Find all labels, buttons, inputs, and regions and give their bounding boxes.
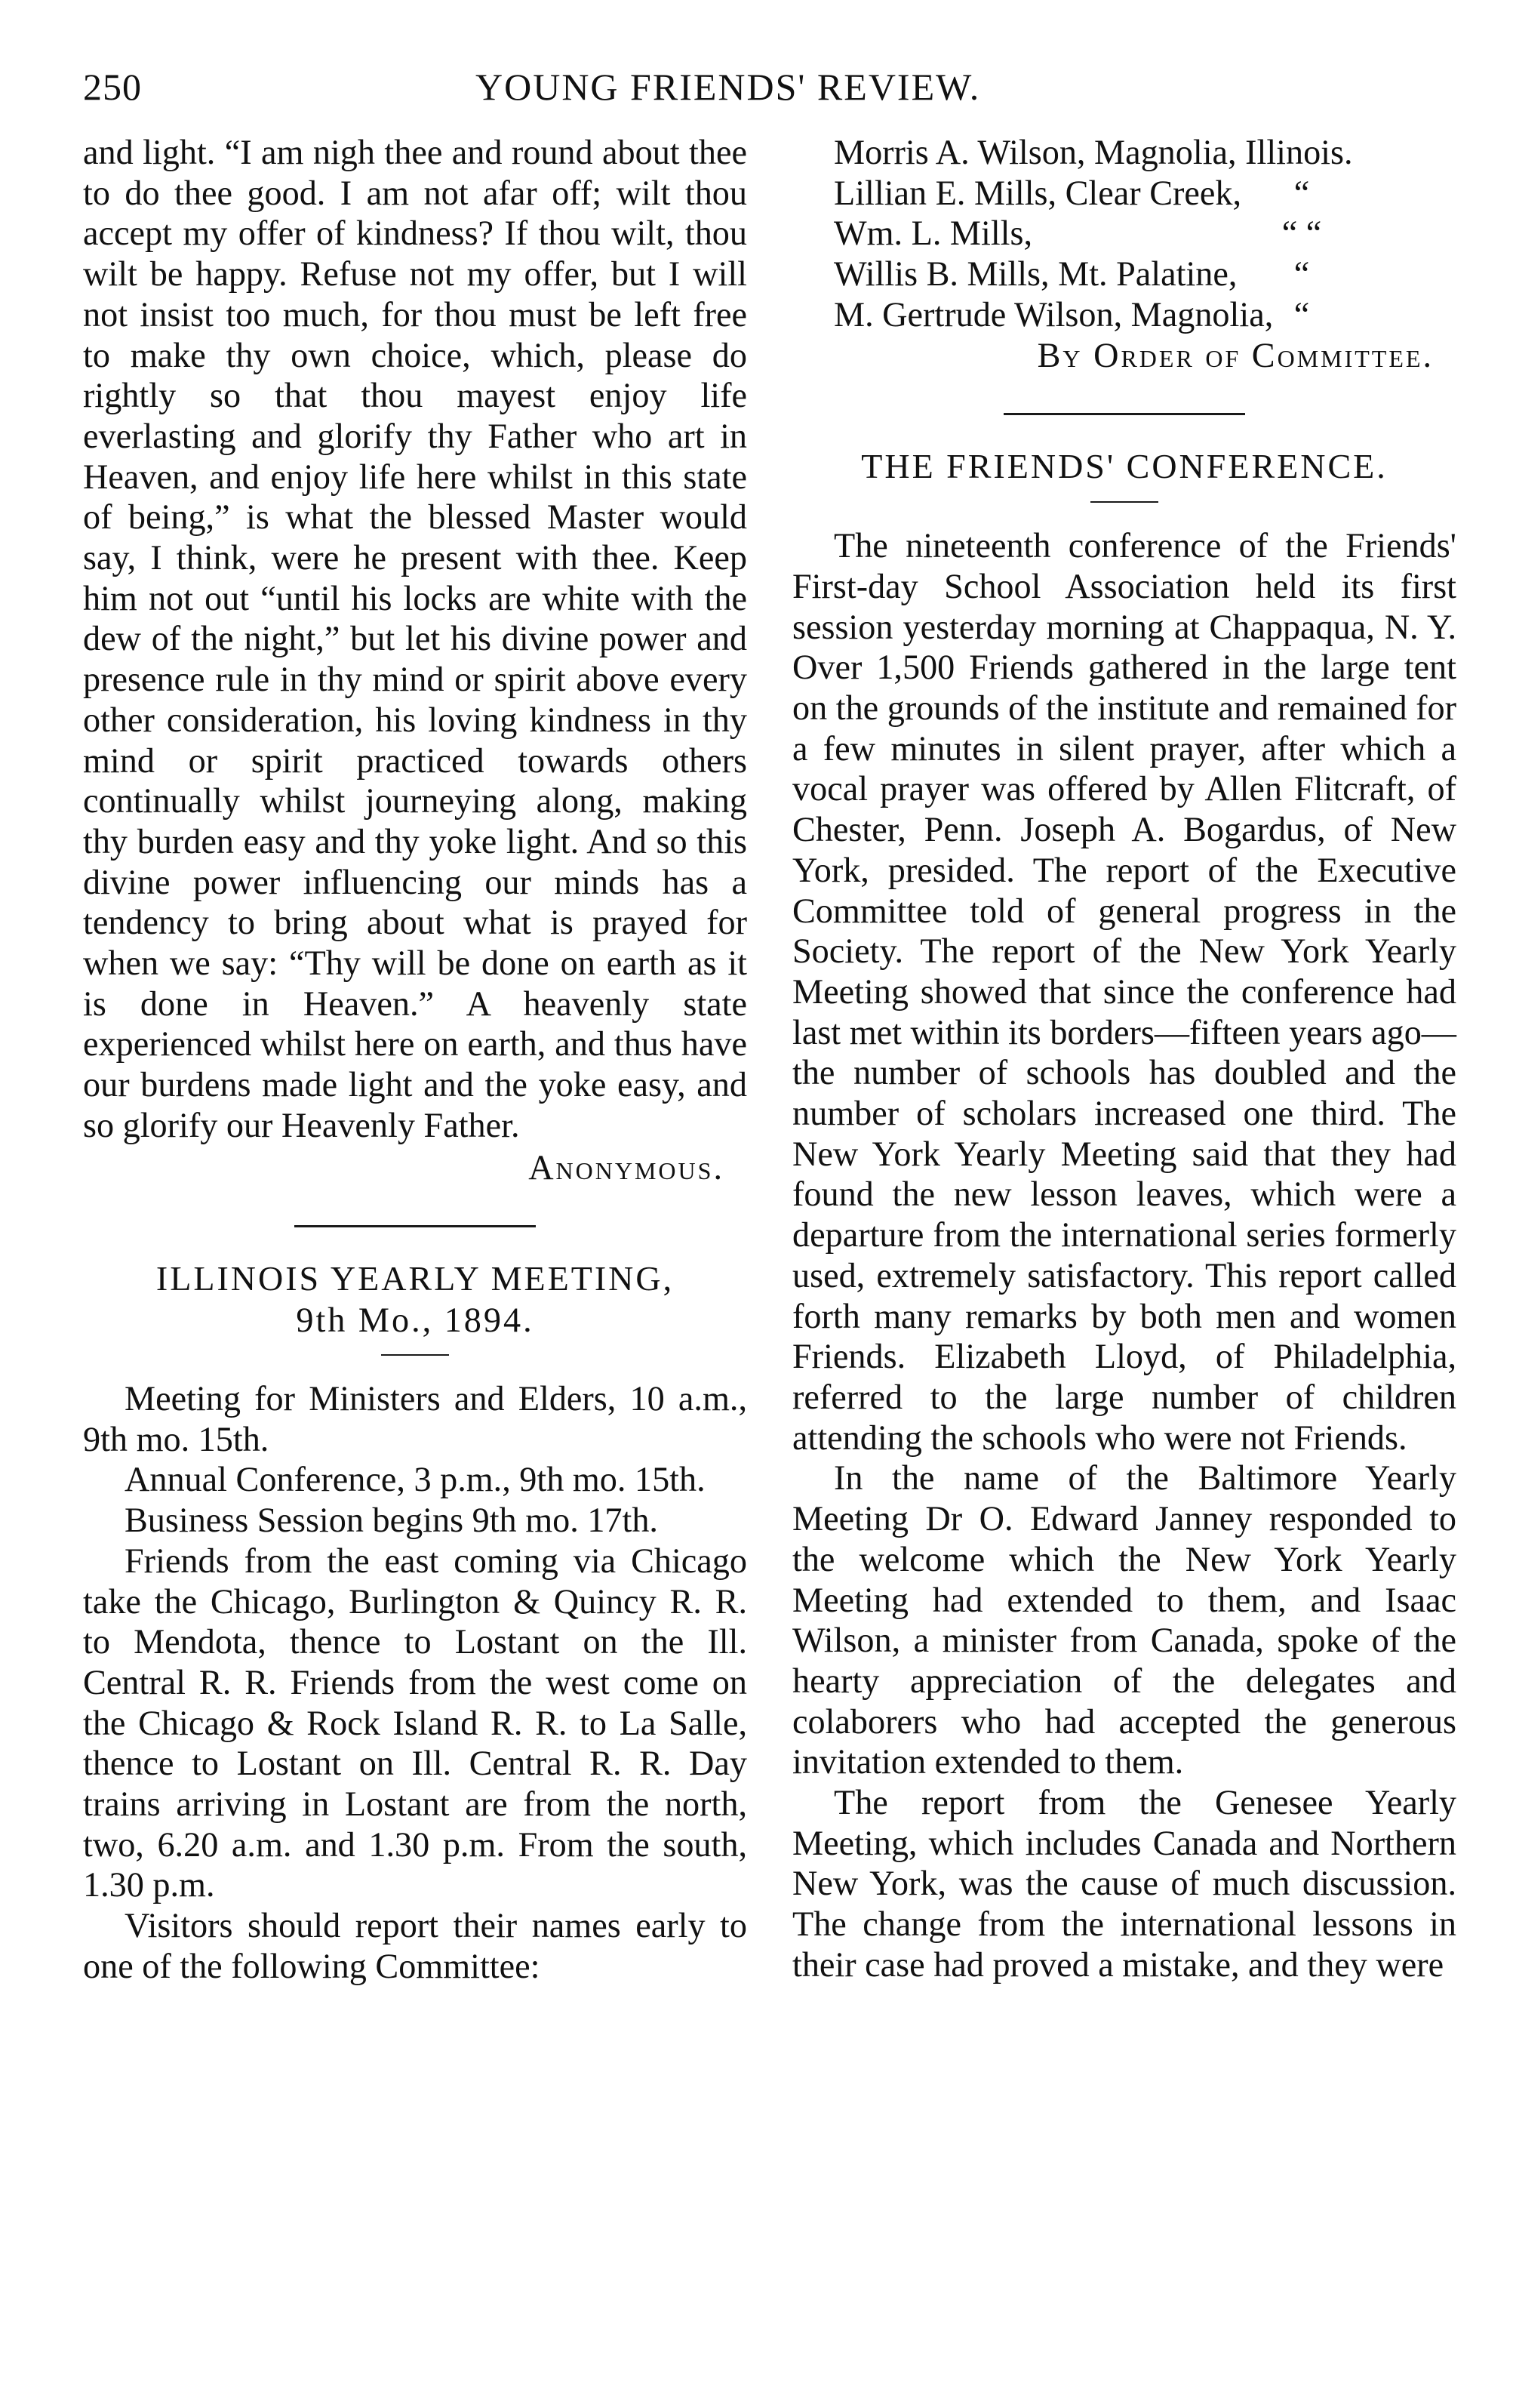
ditto-mark: “ “ — [1281, 214, 1322, 253]
committee-member — [792, 254, 1456, 294]
ditto-mark: “ — [1293, 294, 1310, 334]
left-column — [83, 132, 747, 2374]
committee-member — [792, 173, 1456, 214]
conference-paragraph: The report from the Genesee Yearly Meeting, which includes Canada and Northern New York, was the cause of much discussion. The change from the international lessons in their case had proved a mistake, and they were — [792, 1783, 1456, 1984]
committee-member-name: Wm. L. Mills, — [834, 214, 1033, 253]
page-number: 250 — [83, 66, 142, 108]
committee-member — [792, 132, 1456, 173]
ditto-mark: “ — [1293, 173, 1310, 212]
running-title: YOUNG FRIENDS' REVIEW. — [475, 66, 981, 108]
ditto-mark: “ — [1293, 254, 1310, 294]
section-heading-conference: THE FRIENDS' CONFERENCE. — [861, 447, 1388, 486]
right-column — [792, 132, 1456, 2374]
conference-paragraph: The nineteenth conference of the Friends' First-day School Association held its first session yesterday morning at Chappaqua, N. Y. Over 1,500 Friends gathered in the large tent on the grounds of the institute and remained for a few minutes in silent prayer, after which a vocal prayer was offered by Allen Flitcraft, of Chester, Penn. Joseph A. Bogardus, of New York, presided. The report of the Executive Committee told of general progress in the Society. The report of the New York Yearly Meeting showed that since the conference had last met within its borders—fifteen years ago—the number of schools has doubled and the number of scholars increased one third. The New York Yearly Meeting said that they had found the new lesson leaves, which were a departure from the international series formerly used, extremely satisfactory. This report called forth many remarks by both men and women Friends. Elizabeth Lloyd, of Philadelphia, referred to the large number of children attending the schools who were not Friends. — [792, 526, 1456, 1457]
travel-paragraph: Friends from the east coming via Chicago take the Chicago, Burlington & Quincy R. R. to Mendota, thence to Lostant on the Ill. Central R. R. Friends from the west come on the Chicago & Rock Island R. R. to La Salle, thence to Lostant on Ill. Central R. R. Day trains arriving in Lostant are from the north, two, 6.20 a.m. and 1.30 p.m. From the south, 1.30 p.m. — [83, 1541, 747, 1905]
visitors-paragraph: Visitors should report their names early to one of the following Committee: — [83, 1906, 747, 1985]
committee-member-name: Morris A. Wilson, Magnolia, Illinois. — [834, 133, 1353, 171]
page-header — [83, 60, 1441, 113]
article-signature: Anonymous. — [528, 1147, 724, 1187]
continued-paragraph: and light. “I am nigh thee and round about thee to do thee good. I am not afar off; wilt thou accept my offer of kindness? If thou wilt, thou wilt be happy. Refuse not my offer, but I will not insist too much, for thou must be left free to make thy own choice, which, please do rightly so that thou mayest enjoy life everlasting and glorify thy Father who art in Heaven, and enjoy life here whilst in this state of being,” is what the blessed Master would say, I think, were he present with thee. Keep him not out “until his locks are white with the dew of the night,” but let his divine power and presence rule in thy mind or spirit above every other consideration, his loving kindness in thy mind or spirit practiced towards others continually whilst journeying along, making thy burden easy and thy yoke light. And so this divine power influencing our minds has a tendency to bring about what is prayed for when we say: “Thy will be done on earth as it is done in Heaven.” A heavenly state experienced whilst here on earth, and thus have our burdens made light and the yoke easy, and so glorify our Heavenly Father. — [83, 133, 747, 1144]
schedule-item: Meeting for Ministers and Elders, 10 a.m., 9th mo. 15th. — [83, 1378, 747, 1458]
heading-divider — [381, 1354, 449, 1356]
committee-signature: By Order of Committee. — [1037, 335, 1434, 374]
section-subheading-date: 9th Mo., 1894. — [296, 1301, 534, 1340]
committee-member-name: M. Gertrude Wilson, Magnolia, — [834, 294, 1274, 334]
heading-divider — [1090, 501, 1158, 503]
committee-member — [792, 213, 1456, 254]
section-divider — [294, 1225, 536, 1227]
section-heading-illinois: ILLINOIS YEARLY MEETING, — [155, 1259, 675, 1298]
section-divider — [1004, 413, 1245, 415]
ditto-mark — [1256, 132, 1347, 173]
committee-member-name: Willis B. Mills, Mt. Palatine, — [834, 254, 1238, 294]
schedule-item: Business Session begins 9th mo. 17th. — [125, 1501, 658, 1540]
conference-paragraph: In the name of the Baltimore Yearly Meeting Dr O. Edward Janney responded to the welcome which the New York Yearly Meeting had extended to them, and Isaac Wilson, a minister from Canada, spoke of the hearty appreciation of the delegates and colaborers who had accepted the generous invitation extended to them. — [792, 1458, 1456, 1781]
schedule-item: Annual Conference, 3 p.m., 9th mo. 15th. — [125, 1460, 706, 1499]
committee-member-name: Lillian E. Mills, Clear Creek, — [834, 173, 1242, 212]
committee-member — [792, 294, 1456, 335]
